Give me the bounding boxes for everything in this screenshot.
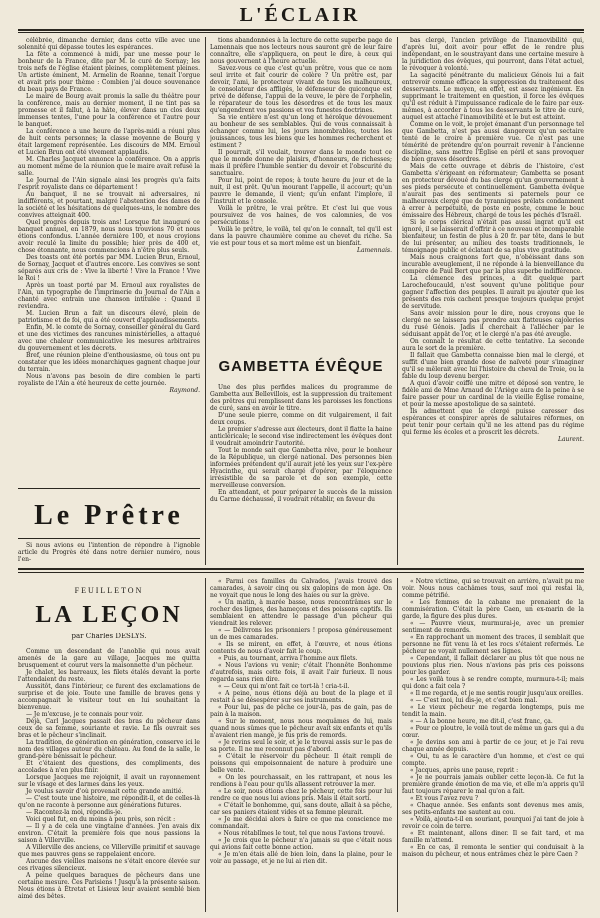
paragraph: « Je me décidai alors à faire ce que ma conscience me commandait. <box>210 816 392 830</box>
paragraph: Sa vie entière n'est qu'un long et héroïque dévouement au bonheur de ses semblables. Qui de vous connaissait à échanger comme lui, les jours innombrables, toutes les jouissances, tous les biens que les hommes recherchent et estiment ? <box>210 114 392 149</box>
paragraph: « On les pourchassait, en les rattrapant, et nous les rendions à l'eau pour qu'ils allassent retrouver la mer. <box>210 774 392 788</box>
col3-signature: Laurent. <box>557 436 584 443</box>
paragraph: Comme un descendant de l'anoblie qui nous avait amenés de la gare au village, Jacques me quitta brusquement et courut vers la maisonnette d'un pêcheur. <box>18 648 200 669</box>
paragraph: Au banquet, il ne se trouvait ni adversaires, ni indifférents, et pourtant, malgré l'abstention des dames de la société et les hésitations de quelques-uns, le nombre des convives atteignait 400. <box>18 191 200 219</box>
paragraph: « Sur le moment, nous nous moquâmes de lui, mais quand nous sûmes que le pêcheur avait six enfants et qu'ils n'avaient rien mangé, je fus pris de remords. <box>210 718 392 739</box>
col2-text <box>210 37 392 247</box>
paragraph: Le Journal de l'Ain signale ainsi les progrès qu'a faits l'esprit royaliste dans ce département ! <box>18 177 200 191</box>
paragraph: Si le corps clérical n'était pas aussi ingrat qu'il est ignoré, il se laisserait d'offrir à ce nouveau et incomparable bienfaiteur, un festin de plus à 20 fr. par tête, dans le but de lui présenter, au milieu des toasts traditionnels, le témoignage public et éclatant de sa plus vive gratitude. <box>402 219 584 254</box>
paragraph: « Je crois que le pêcheur n'a jamais su que c'était nous qui avions fait cette bonne action. <box>210 837 392 851</box>
paragraph: « Le vieux pêcheur me regarda longtemps, puis me tendit la main. <box>402 704 584 718</box>
feuilleton-title: LA LEÇON <box>35 602 183 628</box>
paragraph: Mais nous craignons fort que, n'obéissant dans son incurable aveuglement, il ne réponde à la bienveillance du compère de Paul Bert que par la plus superbe indifférence. <box>402 254 584 275</box>
paragraph: « Et vous l'avez revu ? <box>410 795 479 802</box>
paragraph: Savez-vous ce que c'est qu'un prêtre, vous que ce nom seul irrite et fait courir de colère ? Un prêtre est, par devoir, l'ami, le protecteur vivant de tous les malheureux, le consolateur des affligés, le défenseur de quiconque est privé de défense, l'appui de la veuve, le père de l'orphelin, le réparateur de tous les désordres et de tous les maux qu'engendrent vos passions et vos funestes doctrines. <box>210 65 392 114</box>
paragraph: Le premier s'adresse aux électeurs, dont il flatte la haine anticléricale; le second vise indirectement les évêques dont il voudrait amoindrir l'autorité. <box>210 426 392 447</box>
pretre-intro: Si nous avions eu l'intention de répondre à l'ignoble article du Progrès été dans notre dernier numéro, nous l'en- <box>18 542 200 563</box>
column-left <box>18 37 200 485</box>
paragraph: « Je m'en étais allé de bien loin, dans la plaine, pour le voir au passage, et je ne lui ai rien dit. <box>210 851 392 865</box>
paragraph: « — A la bonne heure, me dit-il, c'est franc, ça. <box>410 718 553 725</box>
fcol1-text <box>18 648 200 900</box>
paragraph: Des toasts ont été portés par MM. Lucien Brun, Ernoul, de Sornay, Jacquet et d'autres encore. Les convives se sont séparés aux cris de : Vive la liberté ! Vive la France ! Vive le Roi ! <box>18 254 200 282</box>
paragraph: Pour lui, point de repos; à toute heure du jour et de la nuit, il est prêt. Qu'un mourant l'appelle, il accourt; qu'un pauvre le demande, il vient; qu'un enfant l'implore, il l'instruit et le console. <box>210 177 392 205</box>
paragraph: « — Pauvre vieux, murmurai-je, avec un premier sentiment de remords. <box>402 620 584 634</box>
paragraph: En attendant, et pour préparer le succès de la mission du Carme déchaussé, il voudrait rétablir, en faveur du <box>210 489 392 503</box>
paragraph: La fête a commencé à midi, par une messe pour le bonheur de la France, dite par M. le curé de Sornay; les trois nefs de l'église étaient pleines, complètement pleines. Un artiste éminent, M. Armelin de Roanne, tenait l'orgue et avait pris pour thème : Combien j'ai douce souvenance du beau pays de France. <box>18 51 200 93</box>
paragraph: « Les voilà tous à se rendre compte, murmura-t-il; mais qui donc a fait cela ? <box>402 676 584 690</box>
paragraph: « — Délivrons les prisonniers ! proposa généreusement un de mes camarades. <box>210 627 392 641</box>
paragraph: « En ce cas, il remonta le sentier qui conduisait à la maison du pêcheur, et nous entrâmes chez le père Caen ? <box>402 844 584 858</box>
col3-text <box>402 37 584 436</box>
paragraph: « Nous l'avions vu venir; c'était l'honnête Bonhomme d'autrefois, mais cette fois, il avait l'air furieux. Il nous regarda sans rien dire. <box>210 662 392 683</box>
paragraph: Comme on le voit, le projet émanant d'un personnage tel que Gambetta, n'est pas aussi dangereux qu'un sectaire tenté de le croire à première vue. Ce n'est pas une témérité de prétendre qu'on pourrait revenir à l'ancienne discipline, sans mettre l'Église en péril et sans provoquer de bien graves désordres. <box>402 121 584 163</box>
paragraph: La tradition, de génération en génération, conserve ici le nom des villages autour du château. Au fond de la salle, le grand-père bénissait le pêcheur. <box>18 739 200 760</box>
paragraph: On connaît le résultat de cette tentative. La seconde aura le sort de la première. <box>402 338 584 352</box>
column-separator <box>205 37 206 565</box>
feuilleton-author: par Charles DESLYS. <box>71 633 147 640</box>
paragraph: « Jacques, après une pause, reprit : <box>410 767 519 774</box>
paragraph: A quoi d'avoir coiffé une mitre et déposé son ventre, le fidèle ami de Mme Arnaud de l'Ariège aura de la peine à se faire passer pour un cardinal de la vieille Église romaine, et pour la messe apostolique de sa sainteté. <box>402 380 584 408</box>
paragraph: Et c'étaient des questions, des compliments, des accolades à n'en plus finir. <box>18 760 200 774</box>
paragraph: Enfin, M. le comte de Sornay, conseiller général du Gard et une des victimes des rancunes ministérielles, a attaqué avec une chaleur communicative les mesures arbitraires du gouvernement et les décrets. <box>18 324 200 352</box>
paragraph: Il fallait que Gambetta connaisse bien mal le clergé, et suffit d'une bien grande dose de naïveté pour s'imaginer qu'il se mêlerait avec lui l'histoire du cheval de Troie, ou la fable du loup devenu berger. <box>402 352 584 380</box>
paragraph: — Je m'excuse, je te connais pour voir. <box>26 711 144 718</box>
section-rule <box>18 538 200 539</box>
paragraph: M. Lucien Brun a fait un discours élevé, plein de patriotisme et de foi, qui a été couvert d'applaudissements. <box>18 310 200 324</box>
paragraph: Voilà le prêtre, le vrai prêtre. Et c'est lui que vous poursuivez de vos haines, de vos calomnies, de vos persécutions ! <box>210 205 392 226</box>
paragraph: Mais de cette ouvrage et débris de l'histoire, c'est Gambetta s'érigeant en réformateur; Gambetta se posant en protecteur dévoué du bas clergé qu'un gouvernement à ses pieds persécute et continuellement. Gambetta évêque n'aurait pas des sentiments si paternels pour ce malheureux clergé que de tyranniques prélats condamnent à errer à perpétuité, de poste en poste, comme le bouc émissaire des Hébreux, chargé de tous les péchés d'Israël. <box>402 163 584 219</box>
feuilleton-column-middle <box>210 578 392 910</box>
masthead-rule <box>18 29 584 31</box>
paragraph: « C'était le bonhomme, qui, sans doute, allait à sa pêche, car ses paniers étaient vides et sa femme pleurait. <box>210 802 392 816</box>
feuilleton-column-left <box>18 648 200 910</box>
gambetta-article <box>210 384 392 564</box>
fcol3-text <box>402 578 584 858</box>
paragraph: « Il me regarda, et je me sentis rougir jusqu'aux oreilles. <box>410 690 584 697</box>
column-separator <box>397 37 398 565</box>
paragraph: « Puis, au tournant, arriva l'homme aux filets. <box>218 655 358 662</box>
paragraph: Nous n'avons pas besoin de dire combien le parti royaliste de l'Ain a été heureux de cette journée. <box>18 373 200 387</box>
paragraph: Le maire de Bourg avait promis la salle du théâtre pour la conférence, mais au dernier moment, il ne tint pas sa promesse et il fallut, à la hâte, élever dans un clos deux immenses tentes, l'une pour la conférence et l'autre pour le banquet. <box>18 93 200 128</box>
gambetta-headline: GAMBETTA ÉVÊQUE <box>218 358 384 375</box>
feuilleton-rule-thin <box>18 572 584 573</box>
feuilleton-column-right <box>402 578 584 910</box>
paragraph: La conférence a une heure de l'après-midi a réuni plus de huit cents personnes; la classe moyenne de Bourg y était largement représentée. Les discours de MM. Ernoul et Lucien Brun ont été vivement applaudis. <box>18 128 200 156</box>
paragraph: bas clergé, l'ancien privilège de l'inamovibilité qui, d'après lui, doit avoir pour effet de le rendre plus indépendant, en le soustrayant dans une certaine mesure à la juridiction des évêques, qui pourront, dans l'état actuel, le révoquer à volonté. <box>402 37 584 72</box>
paragraph: tions abandonnées à la lecture de cette superbe page de Lamennais que nos lecteurs nous sauront gré de leur faire connaître, elle s'appliquera, on peut le dire, à ceux qui nous gouvernent à l'heure actuelle. <box>210 37 392 65</box>
column-separator <box>397 578 398 912</box>
paragraph: La sagacité pénétrante du malicieux Génois lui a fait entrevoir comme efficace la suppression du traitement des desservants. Le moyen, en effet, est assez ingénieux. En supprimant le traitement en question, il force les évêques qu'il est réduit à l'impuissance radicale de le faire par eux-mêmes, à accorder à tous les desservants le titre de curé, auquel est attaché l'inamovibilité et le but est atteint. <box>402 72 584 121</box>
col2-signature: Lamennais. <box>356 247 392 254</box>
paragraph: « Je devins son ami à partir de ce jour, et je l'ai revu chaque année depuis. <box>402 739 584 753</box>
paragraph: Aussitôt, dans l'intérieur, ce furent des exclamations de surprise et de joie. Toute une famille de braves gens y accompagnait le visiteur tout en lui souhaitant la bienvenue. <box>18 683 200 711</box>
paragraph: Tout le monde sait que Gambetta rêve, pour le bonheur de la République, un clergé national. Des personnes bien informées prétendent qu'il aurait jeté les yeux sur l'ex-père Hyacinthe, qui serait chargé d'opérer, par l'éloquence irrésistible de sa parole et de son exemple, cette merveilleuse conversion. <box>210 447 392 489</box>
paragraph: Quel progrès depuis trois ans! Lorsque fut inauguré ce banquet annuel, en 1879, nous nous trouvions 70 et nous étions confondus. L'année dernière 100, et nous croyions avoir reculé la limite du possible; hier près de 400 et, chose étonnante, nous commencions à n'être plus seuls. <box>18 219 200 254</box>
paragraph: M. Charles Jacquet annonce la conférence. On a appris au moment même de la réunion que le maire avait refusé la salle. <box>18 156 200 177</box>
paragraph: « Je revins seul le soir, et je le trouvai assis sur le pas de sa porte. Il ne me reconnut pas d'abord. <box>210 739 392 753</box>
paragraph: « En rapprochant un moment des traces, il semblait que personne ne fût venu là et les rocs s'étaient refermés. Le pêcheur ne voyait nullement ses lignes. <box>402 634 584 655</box>
paragraph: — C'est toute une histoire, me répondit-il, et de celles-là qu'on ne raconte à personne aux générations futures. <box>18 795 200 809</box>
paragraph: « Les femmes de la cabane me prenaient de la commisération. C'était la père Caen, un ex-marin de la garde, la figure des plus dures. <box>402 599 584 620</box>
paragraph: « C'était le réservoir du pêcheur. Il était rempli de poissons qui empoisonnaient de nature à produire une belle vente. <box>210 753 392 774</box>
col1-signature: Raymond. <box>169 387 200 394</box>
pretre-headline: Le Prêtre <box>34 500 184 531</box>
paragraph: célébrée, dimanche dernier, dans cette ville avec une solennité qui dépasse toutes les espérances. <box>18 37 200 51</box>
paragraph: — Il y a de cela une vingtaine d'années. J'en avais dix environ. C'était la première fois que nous passions la saison à Villerville. <box>18 823 200 844</box>
feuilleton-rule <box>18 568 584 570</box>
paragraph: « Voilà, ajouta-t-il en souriant, pourquoi j'ai tant de joie à revoir ce coin de terre. <box>402 816 584 830</box>
paragraph: « Chaque année. Ses enfants sont devenus mes amis, ses petits-enfants me sautent au cou. <box>402 802 584 816</box>
paragraph: Après un toast porté par M. Ernoul aux royalistes de l'Ain, un typographe de l'imprimerie du Journal de l'Ain a chanté avec entrain une chanson intitulée : Quand il reviendra. <box>18 282 200 310</box>
paragraph: « Le soir, nous étions chez le pêcheur, cette fois pour lui rendre ce que nous lui avions pris. Mais il était sorti. <box>210 788 392 802</box>
paragraph: « A peine, nous étions déjà au bout de la plage et il restait à se désespérer sur ses instruments. <box>210 690 392 704</box>
paragraph: D'une seule pierre, comme on dit vulgairement, il fait deux coups. <box>210 412 392 426</box>
paragraph: Lorsque Jacques me rejoignit, il avait un rayonnement sur le visage et des larmes dans les yeux. <box>18 774 200 788</box>
paragraph: Voilà le prêtre, le voilà, tel qu'on le connaît, tel qu'il est dans la pauvre chaumière comme au chevet du riche. Sa vie est pour tous et sa mort même est un bienfait. <box>210 226 392 247</box>
column-right <box>402 37 584 559</box>
paragraph: Je chalet, les barreaux, les filets étalés devant la porte l'attendaient du reste. <box>18 669 200 683</box>
paragraph: « Notre victime, qui se trouvait en arrière, n'avait pu me voir. Nous nous cachâmes tous, sauf moi qui restai là, comme pétrifié. <box>402 578 584 599</box>
paragraph: Une des plus perfides malices du programme de Gambetta aux Bellevillois, est la suppression du traitement des prêtres qui remplissent dans les paroisses les fonctions de curé, sans en avoir le titre. <box>210 384 392 412</box>
section-rule <box>18 488 200 489</box>
paragraph: « Parmi ces familles du Calvados, j'avais trouvé des camarades, à savoir cinq ou six galopins de mon âge. On ne voyait que nous le long des haies ou sur la grève. <box>210 578 392 599</box>
paragraph: « Pour ce ploutre, le voilà tout de même un gars qui a du cœur. <box>402 725 584 739</box>
paragraph: « Pour lui, pas de pêche ce jour-là, pas de gain, pas de pain à la maison. <box>210 704 392 718</box>
paragraph: Aucune des vieilles maisons ne s'était encore élevée sur ces rivages silencieux. <box>18 858 200 872</box>
paragraph: Il pourrait, s'il voulait, trouver dans le monde tout ce que le monde donne de plaisirs, d'honneurs, de richesses; mais il préfère l'humble sentier du devoir et l'obscurité du sanctuaire. <box>210 149 392 177</box>
gambetta-text <box>210 384 392 503</box>
paragraph: Déjà, Carl Jacques passait des bras du pêcheur dans ceux de sa femme, souriante et ravie. Le fils ouvrait ses bras et le pêcheur s'inclinait. <box>18 718 200 739</box>
paragraph: « — C'est moi, lui dis-je, et c'est bien mal. <box>410 697 538 704</box>
paragraph: « Ils se mirent, en effet, à l'œuvre, et nous étions contents de nous d'avoir fait le coup. <box>210 641 392 655</box>
paragraph: Bref, une réunion pleine d'enthousiasme, où tous ont pu constater que les idées monarchiques gagnent chaque jour du terrain. <box>18 352 200 373</box>
paragraph: A Villerville des anciens, ce Villerville primitif et sauvage que mes pauvres gens se rappelaient encore. <box>18 844 200 858</box>
paragraph: « Je ne pourrais jamais oublier cette leçon-là. Ce fut la première grande émotion de ma vie, et elle m'a appris qu'il faut toujours réparer le mal qu'on a fait. <box>402 774 584 795</box>
paragraph: « — Ceux qui m'ont fait ce tort-là ! cria-t-il. <box>218 683 350 690</box>
fcol2-text <box>210 578 392 865</box>
col1-text <box>18 37 200 387</box>
paragraph: « Oui, tu as le caractère d'un homme, et c'est ce qui compte. <box>402 753 584 767</box>
paragraph: A peine quelques baraques de pêcheurs dans une certaine mesure. Ces Parisiens ! Jusqu'à la présente saison. Nous étions à Étretat et Lisieux leur avaient semblé bien aimé des bêtes. <box>18 872 200 900</box>
feuilleton-label: FEUILLETON <box>74 586 144 595</box>
column-separator <box>205 578 206 912</box>
paragraph: Ils admettent que le clergé puisse caresser des espérances et conspirer après de salutaires réformes, on peut tenir pour certain qu'il ne les attend pas du régime qui ferme les écoles et a proscrit les décrets. <box>402 408 584 436</box>
masthead-rule-thin <box>18 32 584 33</box>
paragraph: « Cependant, il fallait déclarer au plus tôt que nous ne pouvions plus rien. Nous n'avions pas pris ces poissons pour les garder. <box>402 655 584 676</box>
paragraph: Voici quel fut, en du moins à peu près, son récit : <box>26 816 176 823</box>
column-middle <box>210 37 392 350</box>
paragraph: Sans avoir mission pour le dire, nous croyons que le clergé ne se laissera pas prendre aux flatteuses cajoleries du rusé Génois. Jadis il cherchait à l'allécher par le séduisant appât de l'or, et le clergé n'a pas été aveugle. <box>402 310 584 338</box>
paragraph: La clémence des princes, a dit quelque part Larochefoucauld, n'est souvent qu'une politique pour gagner l'affection des peuples. Il aurait pu ajouter que les présents des rois cachent presque toujours quelque projet de servitude. <box>402 275 584 310</box>
paragraph: — Racontez-la moi, répondis-je. <box>26 809 123 816</box>
paragraph: « Nous rétablîmes le tout, tel que nous l'avions trouvé. <box>218 830 385 837</box>
paragraph: Je voulus savoir d'où provenait cette grande amitié. <box>26 788 184 795</box>
paragraph: « Et maintenant, allons diner. Il se fait tard, et ma famille m'attend. <box>402 830 584 844</box>
masthead-title: L'ÉCLAIR <box>239 4 361 26</box>
paragraph: « Un matin, à marée basse, nous rencontrâmes sur le rocher des lignes, des hameçons et des poissons captifs. Ils semblaient en attendre le passage d'un pêcheur qui viendrait les relever. <box>210 599 392 627</box>
